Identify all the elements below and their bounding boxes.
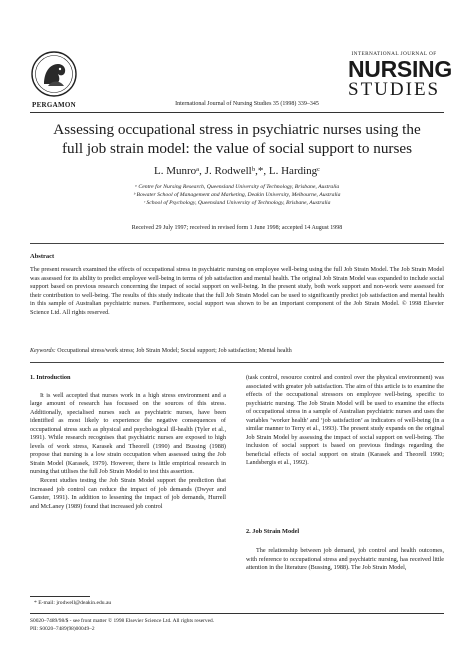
right-column: [246, 374, 444, 468]
title-line-1: Assessing occupational stress in psychiatric nurses using the: [53, 121, 421, 138]
keywords: [30, 348, 444, 354]
journal-reference: International Journal of Nursing Studies 35 (1998) 339–345: [175, 101, 319, 107]
right-paragraph-1: (task control, resource control and control over the physical environment) was associated with greater job satisfaction. The aim of this article is to examine the effects of the occupational stressors on employee well-being, specific to psychiatric nursing. The Job Strain Model will be used to examine the effects of occupational stress in a sample of Australian psychiatric nurses and uses the variables ‘worker health’ and ‘job satisfaction’ as indicators of well-being (in a similar manner to Terry et al., 1993). The present study expands on the original Job Strain Model by assessing the impact of social support on well-being. The inclusion of social support is based on previous findings regarding the beneficial effects of social support on strain (Karasek and Theorell 1990; Landsbergis et al., 1992).: [246, 374, 444, 467]
authors: L. Munroᵃ, J. Rodwellᵇ,*, L. Hardingᶜ: [154, 165, 320, 177]
footer-pii: PII: S0020–7489(98)00049–2: [30, 626, 95, 632]
masthead-studies: STUDIES: [348, 79, 441, 101]
abstract-top-rule: [30, 243, 444, 244]
header-rule: [30, 112, 444, 113]
keywords-list: Occupational stress/work stress; Job Strain Model; Social support; Job satisfaction; Mental health: [57, 348, 292, 354]
pergamon-logo-icon: [30, 50, 78, 98]
masthead-nursing: NURSING: [348, 56, 452, 83]
left-column: [30, 374, 226, 511]
section-1-paragraph-1: It is well accepted that nurses work in a high stress environment and a large amount of research has focussed on the sources of this stress. Additionally, specialised nurses such as psychiatric nurses, have been identified as most likely to experience the negative consequences of occupational stress such as physical and psychological ill-health (Tyler et al., 1991). While research recognises that psychiatric nurses are exposed to high levels of work stress, Karasek and Theorell (1990) and Bussing (1988) propose that nursing is a low strain occupation when assessed using the Job Strain Model (Karasek, 1979). However, there is little empirical research in nursing that utilises the full Job Strain Model to test this assertion.: [30, 391, 226, 476]
affiliation-b: ᵇ Bowater School of Management and Marketing, Deakin University, Melbourne, Australia: [133, 192, 341, 198]
masthead-small: INTERNATIONAL JOURNAL OF: [351, 51, 437, 57]
received-dates: Received 29 July 1997; received in revised form 1 June 1998; accepted 14 August 1998: [131, 225, 343, 231]
section-1-heading: 1. Introduction: [30, 374, 71, 381]
footer-line-1: S0020–7489/98/$ - see front matter © 1998 Elsevier Science Ltd. All rights reserved.: [30, 618, 215, 624]
copyright-footer: [30, 617, 214, 633]
affiliation-a: ᵃ Centre for Nursing Research, Queensland University of Technology, Brisbane, Australia: [134, 184, 340, 190]
journal-masthead: [348, 51, 452, 101]
keywords-label: Keywords:: [30, 348, 56, 354]
section-2-heading: 2. Job Strain Model: [246, 528, 300, 535]
abstract-bottom-rule: [30, 362, 444, 363]
abstract-body: The present research examined the effects of occupational stress in psychiatric nursing on employee well-being using the full Job Strain Model. The Job Strain Model was assessed for its ability to predict employee well-being in terms of job satisfaction and mental health. The original Job Strain Model was expanded to include social support based on previous research concerning the impact of social support on well-being. In the present study, both work support and non-work were assessed for their contribution to well-being. The results of this study indicate that the full Job Strain Model can be used to significantly predict job satisfaction and mental health in this sample of Australian psychiatric nurses. Furthermore, social support was shown to be an important component of the Job Strain Model. © 1998 Elsevier Science Ltd. All rights reserved.: [30, 266, 444, 316]
title-line-2: full job strain model: the value of social support to nurses: [61, 140, 413, 157]
affiliation-c: ᶜ School of Psychology, Queensland University of Technology, Brisbane, Australia: [143, 200, 331, 206]
corresponding-email: * E-mail: jrodwell@deakin.edu.au: [34, 600, 112, 606]
footer-rule: [30, 613, 444, 614]
footnote-rule: [30, 596, 90, 597]
abstract-heading: Abstract: [30, 253, 55, 260]
article-title: [30, 120, 444, 158]
section-2-paragraph-1: The relationship between job demand, job control and health outcomes, with reference to occupational stress and psychiatric nursing, has received little attention in the literature (Bussing, 1988). The Job Strain Model,: [246, 547, 444, 572]
section-1-paragraph-2: Recent studies testing the Job Strain Model support the prediction that increased job control can reduce the impact of job demands (Dwyer and Ganster, 1991). In addition to lessening the impact of job demands, Hurrell and McLaney (1989) found that increased job control: [30, 477, 226, 510]
publisher-name: PERGAMON: [32, 101, 77, 109]
